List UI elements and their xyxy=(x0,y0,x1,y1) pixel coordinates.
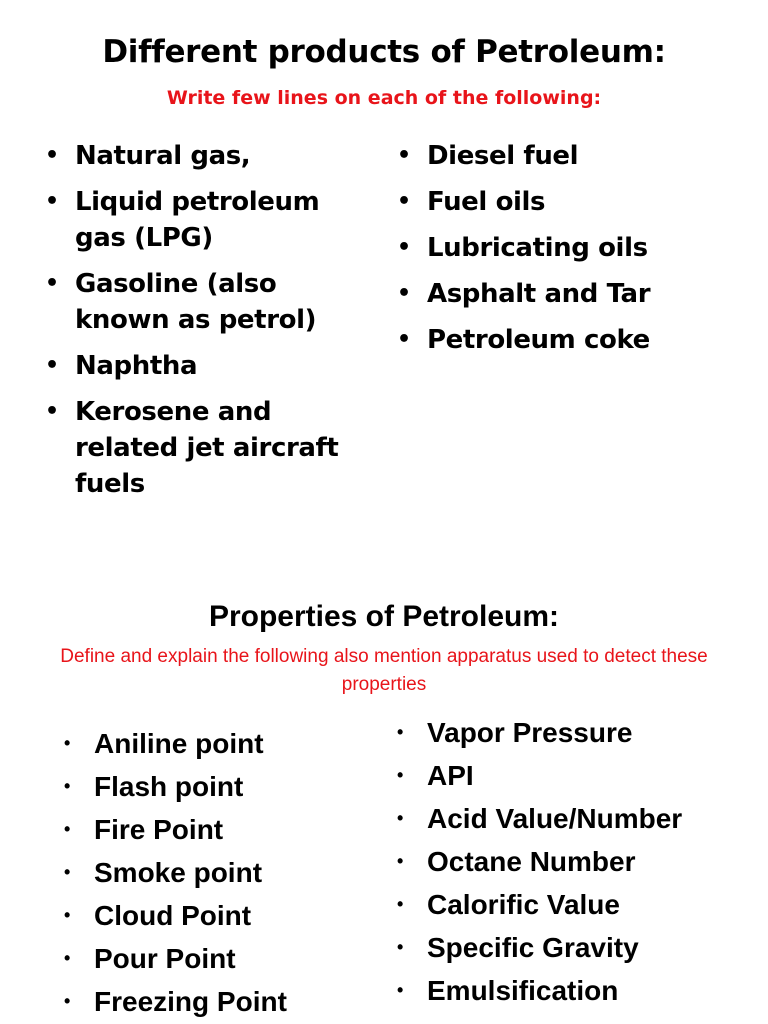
bullet-icon: • xyxy=(64,733,71,753)
list-item xyxy=(64,937,364,980)
bullet-icon: • xyxy=(397,851,404,871)
list-item-label: Fuel oils xyxy=(427,187,546,217)
list-item-label: API xyxy=(427,760,474,791)
bullet-icon: • xyxy=(64,991,71,1011)
list-item xyxy=(45,266,345,338)
list-item-label: Octane Number xyxy=(427,846,636,877)
bullet-icon: • xyxy=(397,143,411,168)
bullet-icon: • xyxy=(397,281,411,306)
section2-left-list xyxy=(64,722,364,1023)
list-item xyxy=(397,184,737,220)
list-item xyxy=(64,851,364,894)
section1-instruction: Write few lines on each of the following: xyxy=(166,87,602,109)
bullet-icon: • xyxy=(64,948,71,968)
list-item-label: Specific Gravity xyxy=(427,932,639,963)
list-item-label: Asphalt and Tar xyxy=(427,279,651,309)
list-item-label: Naphtha xyxy=(75,351,198,381)
list-item-label: Natural gas, xyxy=(75,141,251,171)
list-item-label: Liquid petroleum gas (LPG) xyxy=(75,187,320,253)
list-item xyxy=(45,348,345,384)
section2-instruction: Define and explain the following also mention apparatus used to detect these properties xyxy=(60,646,708,695)
list-item-label: Smoke point xyxy=(94,857,263,888)
bullet-icon: • xyxy=(397,189,411,214)
list-item xyxy=(397,754,737,797)
list-item-label: Kerosene and related jet aircraft fuels xyxy=(75,397,339,499)
list-item xyxy=(397,711,737,754)
list-item-label: Petroleum coke xyxy=(427,325,650,355)
bullet-icon: • xyxy=(45,271,59,296)
list-item xyxy=(64,980,364,1023)
list-item xyxy=(397,276,737,312)
bullet-icon: • xyxy=(397,808,404,828)
list-item-label: Vapor Pressure xyxy=(427,717,633,748)
list-item xyxy=(64,808,364,851)
list-item-label: Calorific Value xyxy=(427,889,620,920)
list-item xyxy=(397,230,737,266)
bullet-icon: • xyxy=(64,905,71,925)
list-item xyxy=(397,138,737,174)
bullet-icon: • xyxy=(397,327,411,352)
list-item xyxy=(397,840,737,883)
list-item-label: Flash point xyxy=(94,771,244,802)
list-item-label: Emulsification xyxy=(427,975,619,1006)
list-item xyxy=(64,722,364,765)
bullet-icon: • xyxy=(397,937,404,957)
list-item xyxy=(397,797,737,840)
list-item xyxy=(397,883,737,926)
list-item-label: Gasoline (also known as petrol) xyxy=(75,269,317,335)
list-item-label: Aniline point xyxy=(94,728,264,759)
list-item xyxy=(64,894,364,937)
bullet-icon: • xyxy=(397,894,404,914)
bullet-icon: • xyxy=(397,235,411,260)
list-item xyxy=(397,926,737,969)
bullet-icon: • xyxy=(397,765,404,785)
list-item-label: Freezing Point xyxy=(94,986,287,1017)
bullet-icon: • xyxy=(64,862,71,882)
list-item-label: Diesel fuel xyxy=(427,141,579,171)
list-item-label: Lubricating oils xyxy=(427,233,648,263)
bullet-icon: • xyxy=(397,722,404,742)
bullet-icon: • xyxy=(45,399,59,424)
list-item xyxy=(397,322,737,358)
list-item xyxy=(45,394,345,502)
section2-right-list xyxy=(397,711,737,1012)
section1-right-list xyxy=(397,138,737,368)
bullet-icon: • xyxy=(45,143,59,168)
list-item-label: Cloud Point xyxy=(94,900,252,931)
list-item xyxy=(45,184,345,256)
section1-title: Different products of Petroleum: xyxy=(102,34,666,70)
bullet-icon: • xyxy=(397,980,404,1000)
bullet-icon: • xyxy=(64,776,71,796)
list-item-label: Pour Point xyxy=(94,943,236,974)
bullet-icon: • xyxy=(45,189,59,214)
bullet-icon: • xyxy=(45,353,59,378)
list-item xyxy=(64,765,364,808)
list-item-label: Fire Point xyxy=(94,814,224,845)
list-item xyxy=(45,138,345,174)
bullet-icon: • xyxy=(64,819,71,839)
section2-title: Properties of Petroleum: xyxy=(208,600,560,633)
list-item xyxy=(397,969,737,1012)
section1-left-list xyxy=(45,138,345,512)
list-item-label: Acid Value/Number xyxy=(427,803,683,834)
